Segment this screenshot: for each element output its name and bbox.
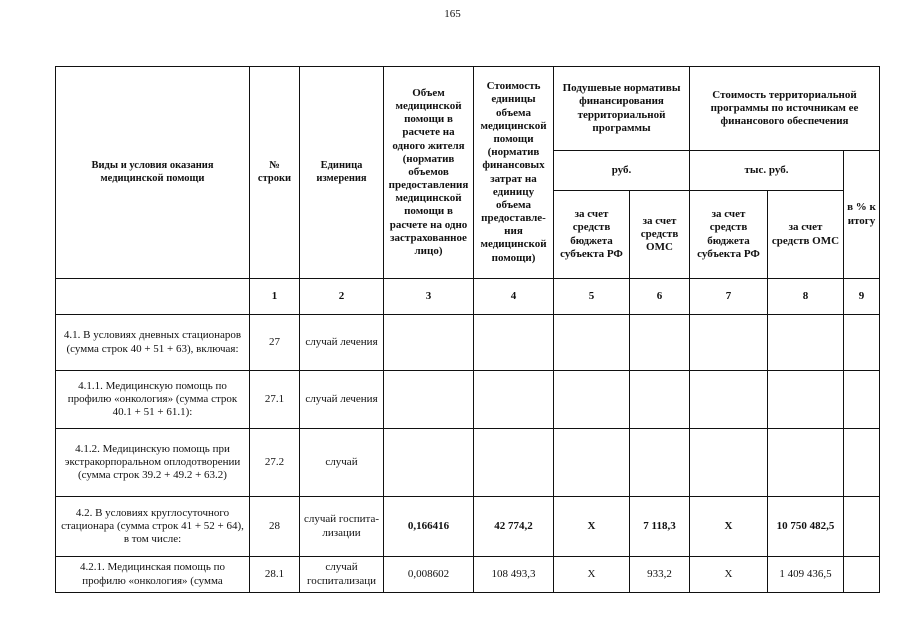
row-budget-rub: Х xyxy=(554,557,630,593)
column-number: 9 xyxy=(844,279,880,315)
row-budget-rub: Х xyxy=(554,497,630,557)
row-unit: случай лечения xyxy=(300,315,384,371)
column-number xyxy=(56,279,250,315)
row-percent xyxy=(844,497,880,557)
header-volume: Объем медицинской помощи в расчете на одного жителя (норматив объемов предоставления медицинской помощи в расчете на одно застрахованное лицо) xyxy=(384,67,474,279)
row-number: 28.1 xyxy=(250,557,300,593)
header-budget-thous: за счет средств бюджета субъекта РФ xyxy=(690,191,768,279)
row-type: 4.1.1. Медицинскую помощь по профилю «онкология» (сумма строк 40.1 + 51 + 61.1): xyxy=(56,371,250,429)
table-row xyxy=(56,497,880,557)
row-budget-rub xyxy=(554,315,630,371)
row-type: 4.1. В условиях дневных стационаров (сумма строк 40 + 51 + 63), включая: xyxy=(56,315,250,371)
row-unit: случай лечения xyxy=(300,371,384,429)
row-budget-thous xyxy=(690,315,768,371)
column-number: 7 xyxy=(690,279,768,315)
header-row-no: № строки xyxy=(250,67,300,279)
column-number: 5 xyxy=(554,279,630,315)
row-budget-thous xyxy=(690,429,768,497)
table-row xyxy=(56,315,880,371)
row-oms-rub xyxy=(630,371,690,429)
row-oms-rub: 7 118,3 xyxy=(630,497,690,557)
column-number: 4 xyxy=(474,279,554,315)
header-rub: руб. xyxy=(554,151,690,191)
column-number: 1 xyxy=(250,279,300,315)
row-oms-thous: 10 750 482,5 xyxy=(768,497,844,557)
row-volume xyxy=(384,315,474,371)
header-percapita: Подушевые нормативы финансирования территориальной программы xyxy=(554,67,690,151)
row-number: 27 xyxy=(250,315,300,371)
header-percent: в % к итогу xyxy=(844,151,880,279)
row-cost xyxy=(474,315,554,371)
row-budget-rub xyxy=(554,371,630,429)
column-number: 2 xyxy=(300,279,384,315)
row-number: 28 xyxy=(250,497,300,557)
header-budget-rub: за счет средств бюджета субъекта РФ xyxy=(554,191,630,279)
row-cost xyxy=(474,429,554,497)
row-type: 4.2. В условиях круглосуточного стационара (сумма строк 41 + 52 + 64), в том числе: xyxy=(56,497,250,557)
header-cost: Стоимость единицы объема медицинской помощи (норматив финансовых затрат на единицу объема предоставле-ния медицинской помощи) xyxy=(474,67,554,279)
row-budget-thous: Х xyxy=(690,557,768,593)
row-budget-rub xyxy=(554,429,630,497)
row-unit: случай госпитализаци xyxy=(300,557,384,593)
row-budget-thous: Х xyxy=(690,497,768,557)
table-row xyxy=(56,429,880,497)
table-row xyxy=(56,371,880,429)
column-number: 8 xyxy=(768,279,844,315)
header-oms-rub: за счет средств ОМС xyxy=(630,191,690,279)
row-type: 4.2.1. Медицинская помощь по профилю «онкология» (сумма xyxy=(56,557,250,593)
row-cost xyxy=(474,371,554,429)
row-percent xyxy=(844,557,880,593)
row-cost: 42 774,2 xyxy=(474,497,554,557)
row-oms-thous xyxy=(768,429,844,497)
row-oms-thous xyxy=(768,315,844,371)
header-program-cost: Стоимость территориальной программы по источникам ее финансового обеспечения xyxy=(690,67,880,151)
page-number: 165 xyxy=(444,8,461,20)
row-volume: 0,008602 xyxy=(384,557,474,593)
row-volume xyxy=(384,429,474,497)
row-volume: 0,166416 xyxy=(384,497,474,557)
financing-table xyxy=(55,66,880,593)
header-unit: Единица измерения xyxy=(300,67,384,279)
column-number: 3 xyxy=(384,279,474,315)
row-percent xyxy=(844,371,880,429)
table-row xyxy=(56,557,880,593)
row-oms-rub xyxy=(630,429,690,497)
column-number: 6 xyxy=(630,279,690,315)
row-oms-thous: 1 409 436,5 xyxy=(768,557,844,593)
row-oms-thous xyxy=(768,371,844,429)
row-budget-thous xyxy=(690,371,768,429)
row-oms-rub: 933,2 xyxy=(630,557,690,593)
row-type: 4.1.2. Медицинскую помощь при экстракорпоральном оплодотворении (сумма строк 39.2 + 49.2 + 63.2) xyxy=(56,429,250,497)
row-number: 27.2 xyxy=(250,429,300,497)
row-volume xyxy=(384,371,474,429)
row-oms-rub xyxy=(630,315,690,371)
header-thous-rub: тыс. руб. xyxy=(690,151,844,191)
row-percent xyxy=(844,315,880,371)
row-unit: случай xyxy=(300,429,384,497)
row-percent xyxy=(844,429,880,497)
header-oms-thous: за счет средств ОМС xyxy=(768,191,844,279)
row-number: 27.1 xyxy=(250,371,300,429)
header-type: Виды и условия оказания медицинской помощи xyxy=(56,67,250,279)
row-cost: 108 493,3 xyxy=(474,557,554,593)
row-unit: случай госпита-лизации xyxy=(300,497,384,557)
